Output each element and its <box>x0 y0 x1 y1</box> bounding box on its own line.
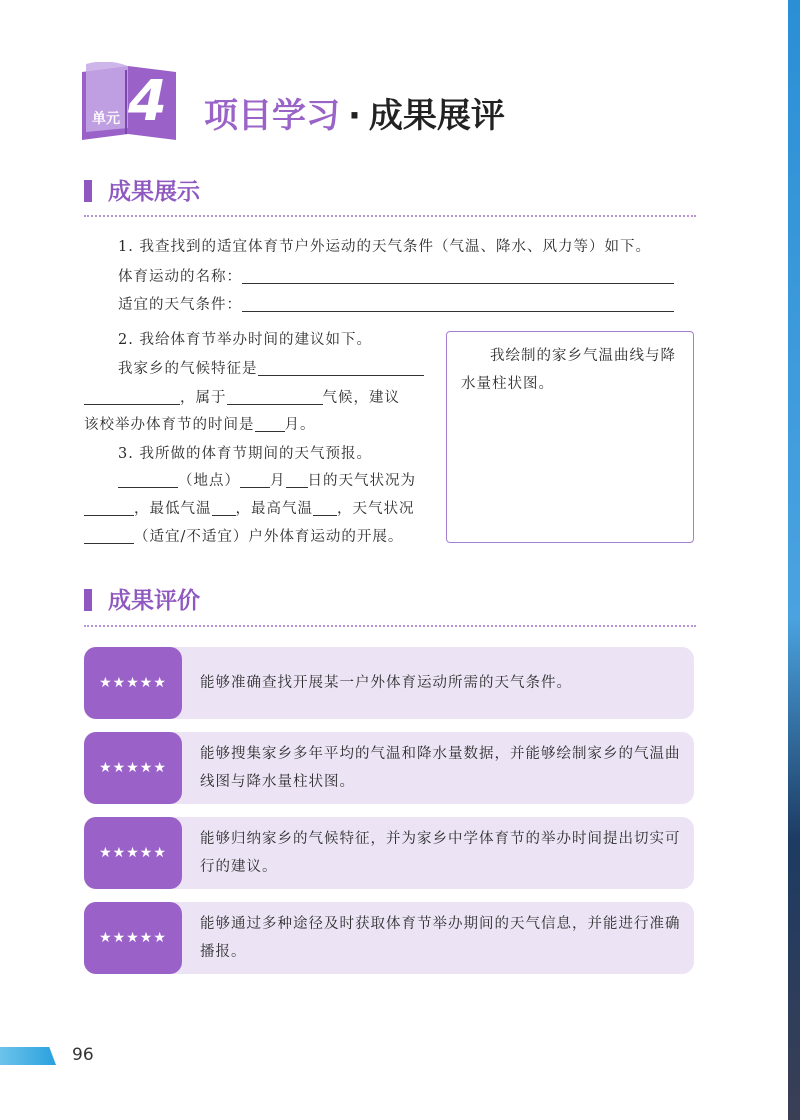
q3-day-label: 日的天气状况为 <box>307 473 416 489</box>
q2-time-label: 该校举办体育节的时间是 <box>84 417 255 433</box>
title-part2: 成果展评 <box>368 96 505 136</box>
rubric-description: 能够准确查找开展某一户外体育运动所需的天气条件。 <box>200 675 572 691</box>
page-number-tab <box>0 1047 56 1065</box>
page-edge-image <box>788 0 800 1120</box>
q3-line2 <box>84 494 415 524</box>
q3-line1 <box>118 466 416 496</box>
star-rating-icon[interactable]: ★★★★★ <box>84 732 182 804</box>
heading-bar <box>84 180 92 202</box>
unit-label: 单元 <box>92 111 120 127</box>
q3-weather-blank[interactable] <box>84 497 134 516</box>
q1-cond-row <box>118 290 674 320</box>
q2-line1 <box>118 354 424 384</box>
rubric-row <box>84 817 696 891</box>
q3-condition-label: ，天气状况 <box>337 501 415 517</box>
page-title <box>204 92 505 140</box>
q2-climate-type-blank[interactable] <box>227 386 323 405</box>
star-rating-icon[interactable]: ★★★★★ <box>84 647 182 719</box>
rubric-row <box>84 732 696 806</box>
q3-suitable-blank[interactable] <box>84 525 134 544</box>
section-title: 成果评价 <box>108 588 200 614</box>
star-rating-icon[interactable]: ★★★★★ <box>84 817 182 889</box>
q1-cond-label: 适宜的天气条件： <box>118 297 242 313</box>
chart-box-caption: 我绘制的家乡气温曲线与降水量柱状图。 <box>461 348 676 392</box>
q2-month-blank[interactable] <box>255 413 285 432</box>
q2-climate-blank[interactable] <box>258 357 424 376</box>
section-heading-showcase <box>84 177 200 207</box>
rubric-row <box>84 647 696 721</box>
q1-name-row <box>118 262 674 292</box>
q3-line3 <box>84 522 403 552</box>
rubric-description: 能够通过多种途径及时获取体育节举办期间的天气信息，并能进行准确播报。 <box>200 916 681 960</box>
rubric-row <box>84 902 696 976</box>
q3-high-blank[interactable] <box>313 497 337 516</box>
heading-bar <box>84 589 92 611</box>
q3-month-label: 月 <box>270 473 286 489</box>
q3-low-label: ，最低气温 <box>134 501 212 517</box>
q2-suggest-label: 气候，建议 <box>322 390 400 406</box>
q3-low-blank[interactable] <box>212 497 236 516</box>
q3-place-blank[interactable] <box>118 469 178 488</box>
q1-cond-blank[interactable] <box>242 293 674 312</box>
q2-text: 2. 我给体育节举办时间的建议如下。 <box>118 332 372 348</box>
section-heading-evaluation <box>84 586 200 616</box>
title-part1: 项目学习 <box>204 96 340 136</box>
q2-month-label: 月。 <box>284 417 316 433</box>
q3-high-label: ，最高气温 <box>235 501 313 517</box>
dotted-divider <box>84 215 696 217</box>
q3-month-blank[interactable] <box>240 469 270 488</box>
section-title: 成果展示 <box>108 179 200 205</box>
q2-line2 <box>84 383 400 413</box>
q2-climate-blank2[interactable] <box>84 386 180 405</box>
q3-text: 3. 我所做的体育节期间的天气预报。 <box>118 446 372 462</box>
rubric-description: 能够搜集家乡多年平均的气温和降水量数据，并能够绘制家乡的气温曲线图与降水量柱状图。 <box>200 746 681 790</box>
q3-suitable-label: （适宜/不适宜）户外体育运动的开展。 <box>134 529 404 545</box>
q2-belong-label: ，属于 <box>180 390 227 406</box>
q1-name-blank[interactable] <box>242 265 674 284</box>
page-number: 96 <box>72 1045 94 1065</box>
chart-drawing-box[interactable] <box>446 331 694 543</box>
q2-line3 <box>84 410 316 440</box>
q3-place-label: （地点） <box>178 473 240 489</box>
q1-name-label: 体育运动的名称： <box>118 269 242 285</box>
star-rating-icon[interactable]: ★★★★★ <box>84 902 182 974</box>
unit-number: 4 <box>128 69 167 134</box>
rubric-description: 能够归纳家乡的气候特征，并为家乡中学体育节的举办时间提出切实可行的建议。 <box>200 831 681 875</box>
title-separator: · <box>348 96 361 136</box>
q3-day-blank[interactable] <box>286 469 308 488</box>
dotted-divider <box>84 625 696 627</box>
q2-climate-label: 我家乡的气候特征是 <box>118 361 258 377</box>
q1-text: 1. 我查找到的适宜体育节户外运动的天气条件（气温、降水、风力等）如下。 <box>118 239 651 255</box>
